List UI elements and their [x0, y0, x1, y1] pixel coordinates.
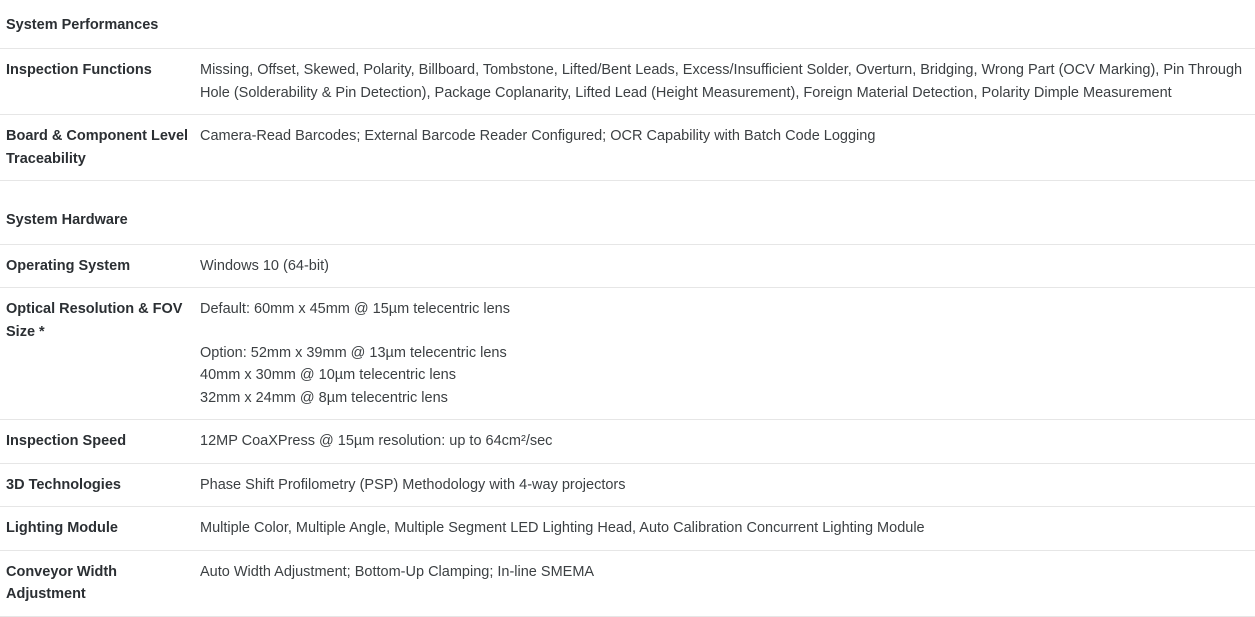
row-value-inspection-functions: Missing, Offset, Skewed, Polarity, Billboard, Tombstone, Lifted/Bent Leads, Excess/Insufficient Solder, Overturn, Bridging, Wrong Part (OCV Marking), Pin Through Hole (Solderability & Pin Detection), Package Coplanarity, Lifted Lead (Height Measurement), Foreign Material Detection, Polarity Dimple Measurement	[200, 49, 1255, 115]
section-title-system-performances: System Performances	[0, 0, 1255, 49]
row-value-conveyor-width: Auto Width Adjustment; Bottom-Up Clamping; In-line SMEMA	[200, 550, 1255, 616]
table-row	[0, 288, 1255, 420]
table-row	[0, 49, 1255, 115]
row-value-lighting-module: Multiple Color, Multiple Angle, Multiple Segment LED Lighting Head, Auto Calibration Concurrent Lighting Module	[200, 507, 1255, 550]
row-label-inspection-functions: Inspection Functions	[0, 49, 200, 115]
row-label-conveyor-width: Conveyor Width Adjustment	[0, 550, 200, 616]
row-label-optical-resolution: Optical Resolution & FOV Size *	[0, 288, 200, 420]
table-row	[0, 550, 1255, 616]
table-row	[0, 420, 1255, 463]
section-header-row	[0, 195, 1255, 244]
optical-line-option-3: 32mm x 24mm @ 8µm telecentric lens	[200, 389, 448, 406]
row-label-lighting-module: Lighting Module	[0, 507, 200, 550]
optical-line-blank	[200, 321, 1249, 342]
optical-line-option-1: Option: 52mm x 39mm @ 13µm telecentric lens	[200, 344, 507, 361]
optical-line-option-2: 40mm x 30mm @ 10µm telecentric lens	[200, 367, 456, 384]
row-value-traceability: Camera-Read Barcodes; External Barcode Reader Configured; OCR Capability with Batch Code Logging	[200, 115, 1255, 181]
section-spacer	[0, 181, 1255, 196]
table-row	[0, 244, 1255, 287]
row-value-optical-resolution	[200, 288, 1255, 420]
row-label-3d-technologies: 3D Technologies	[0, 463, 200, 506]
table-row	[0, 463, 1255, 506]
optical-line-default: Default: 60mm x 45mm @ 15µm telecentric lens	[200, 301, 510, 318]
row-label-operating-system: Operating System	[0, 244, 200, 287]
row-label-inspection-speed: Inspection Speed	[0, 420, 200, 463]
section-spacer-cell	[0, 181, 1255, 196]
row-label-traceability: Board & Component Level Traceability	[0, 115, 200, 181]
table-row	[0, 115, 1255, 181]
table-row	[0, 507, 1255, 550]
section-title-system-hardware: System Hardware	[0, 195, 1255, 244]
row-value-3d-technologies: Phase Shift Profilometry (PSP) Methodology with 4-way projectors	[200, 463, 1255, 506]
section-header-row	[0, 0, 1255, 49]
row-value-inspection-speed: 12MP CoaXPress @ 15µm resolution: up to 64cm²/sec	[200, 420, 1255, 463]
row-value-operating-system: Windows 10 (64-bit)	[200, 244, 1255, 287]
